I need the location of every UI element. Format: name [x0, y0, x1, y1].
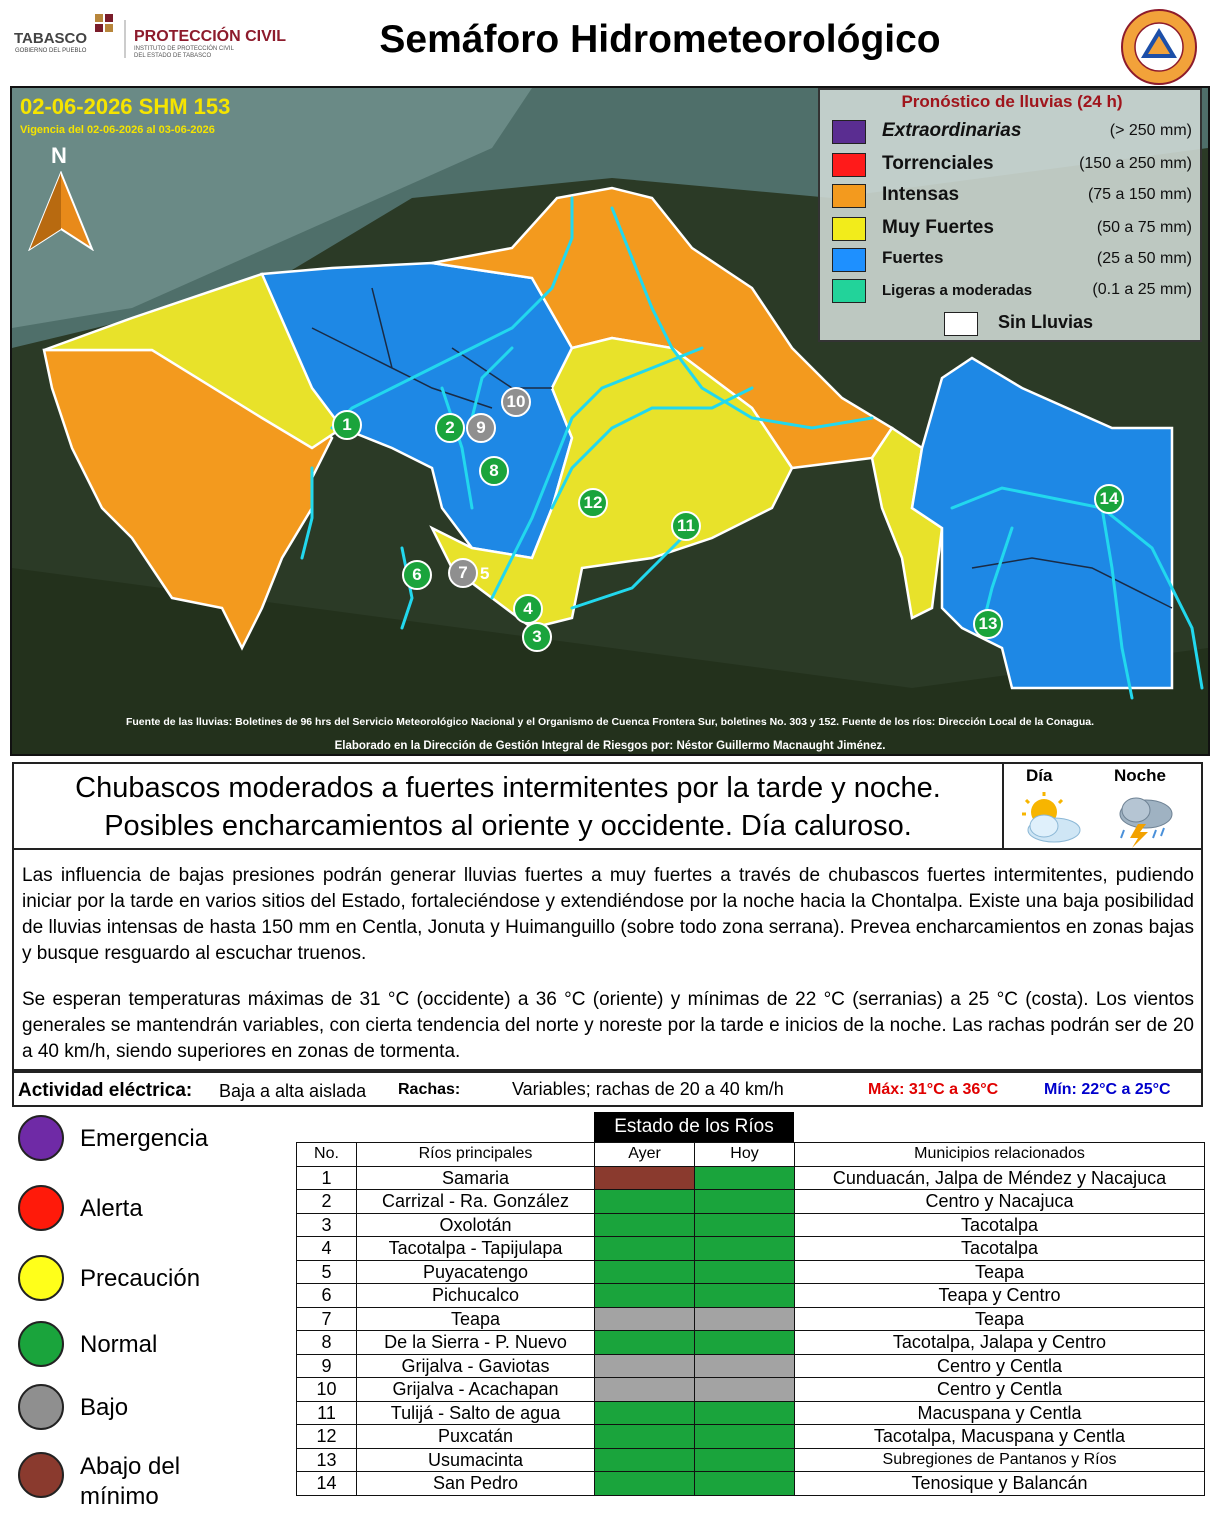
status-yesterday — [595, 1401, 695, 1425]
river-number: 4 — [297, 1237, 357, 1261]
status-label: Alerta — [80, 1195, 143, 1222]
legend-name: Ligeras a moderadas — [882, 282, 1033, 299]
status-legend-item — [18, 1384, 338, 1434]
related-municipalities: Tacotalpa — [795, 1237, 1205, 1261]
status-legend-item — [18, 1115, 338, 1165]
river-name: Samaria — [357, 1166, 595, 1190]
river-number: 14 — [297, 1472, 357, 1496]
river-name: Tulijá - Salto de agua — [357, 1401, 595, 1425]
rivers-table-body — [297, 1143, 1205, 1496]
status-legend-item — [18, 1255, 338, 1305]
station-marker[interactable]: 9 — [466, 413, 496, 443]
column-header: Hoy — [695, 1143, 795, 1167]
related-municipalities: Macuspana y Centla — [795, 1401, 1205, 1425]
status-yesterday — [595, 1448, 695, 1472]
status-yesterday — [595, 1260, 695, 1284]
summary-row — [12, 1071, 1203, 1107]
table-row — [297, 1237, 1205, 1261]
status-label: Emergencia — [80, 1125, 209, 1152]
status-dot — [18, 1255, 64, 1301]
status-yesterday — [595, 1354, 695, 1378]
logo-pc-sub2: DEL ESTADO DE TABASCO — [134, 53, 212, 59]
electric-activity-value: Baja a alta aislada — [219, 1081, 367, 1101]
status-dot — [18, 1185, 64, 1231]
status-yesterday — [595, 1213, 695, 1237]
status-yesterday — [595, 1378, 695, 1402]
status-today — [695, 1331, 795, 1355]
related-municipalities: Teapa y Centro — [795, 1284, 1205, 1308]
legend-range: (75 a 150 mm) — [1087, 186, 1192, 203]
status-today — [695, 1354, 795, 1378]
rain-legend — [818, 88, 1202, 342]
night-label: Noche — [1114, 766, 1166, 785]
legend-item — [832, 246, 1192, 274]
legend-item — [832, 310, 1192, 338]
table-row — [297, 1307, 1205, 1331]
related-municipalities: Tacotalpa, Jalapa y Centro — [795, 1331, 1205, 1355]
river-number: 9 — [297, 1354, 357, 1378]
river-name: Oxolotán — [357, 1213, 595, 1237]
river-name: Pichucalco — [357, 1284, 595, 1308]
status-yesterday — [595, 1166, 695, 1190]
page-title: Semáforo Hidrometeorológico — [379, 18, 941, 61]
legend-name: Torrenciales — [882, 153, 994, 174]
status-legend-item — [18, 1452, 338, 1512]
legend-item — [832, 118, 1192, 146]
river-number: 7 — [297, 1307, 357, 1331]
legend-swatch — [832, 153, 866, 177]
related-municipalities: Tenosique y Balancán — [795, 1472, 1205, 1496]
station-marker[interactable]: 12 — [578, 488, 608, 518]
related-municipalities: Centro y Centla — [795, 1378, 1205, 1402]
legend-swatch — [832, 120, 866, 144]
forecast-paragraph-temperature: Se esperan temperaturas máximas de 31 °C (occidente) a 36 °C (oriente) y mínimas de 22 °C (serranias) a 25 °C (costa). Los vientos generales se mantendrán variables, con cierta tendencia del norte y noreste por la tarde e inicios de la noche. Las rachas podrán ser de 20 a 40 km/h, siendo superiores en zonas de tormenta. — [22, 989, 1194, 1062]
related-municipalities: Tacotalpa, Macuspana y Centla — [795, 1425, 1205, 1449]
seal-icon — [1120, 8, 1198, 86]
table-row — [297, 1472, 1205, 1496]
status-yesterday — [595, 1331, 695, 1355]
logo-pc-sub1: INSTITUTO DE PROTECCIÓN CIVIL — [134, 46, 234, 52]
river-number: 11 — [297, 1401, 357, 1425]
station-marker[interactable]: 1 — [332, 410, 362, 440]
storm-cloud-icon — [1108, 790, 1180, 848]
station-marker[interactable]: 14 — [1094, 484, 1124, 514]
status-legend-item — [18, 1321, 338, 1371]
logo-proteccion-civil: PROTECCIÓN CIVIL — [134, 28, 287, 45]
status-today — [695, 1166, 795, 1190]
status-today — [695, 1448, 795, 1472]
station-marker[interactable]: 2 — [435, 413, 465, 443]
river-name: Tacotalpa - Tapijulapa — [357, 1237, 595, 1261]
column-header: Ríos principales — [357, 1143, 595, 1167]
related-municipalities: Teapa — [795, 1307, 1205, 1331]
legend-swatch — [832, 184, 866, 208]
legend-swatch — [832, 248, 866, 272]
legend-name: Intensas — [882, 184, 960, 205]
government-logo — [12, 12, 302, 62]
river-number: 3 — [297, 1213, 357, 1237]
river-name: San Pedro — [357, 1472, 595, 1496]
status-today — [695, 1284, 795, 1308]
status-today — [695, 1378, 795, 1402]
north-arrow-icon — [26, 171, 96, 251]
legend-name: Extraordinarias — [882, 120, 1022, 141]
gusts-value: Variables; rachas de 20 a 40 km/h — [512, 1079, 784, 1099]
river-name: Grijalva - Acachapan — [357, 1378, 595, 1402]
map-source-note: Fuente de las lluvias: Boletines de 96 hrs del Servicio Meteorológico Nacional y el Organismo de Cuenca Frontera Sur, boletines No. 303 y 152. Fuente de los ríos: Dirección Local de la Conagua. — [125, 716, 1095, 728]
river-name: Usumacinta — [357, 1448, 595, 1472]
legend-item — [832, 151, 1192, 179]
table-row — [297, 1354, 1205, 1378]
river-number: 6 — [297, 1284, 357, 1308]
river-name: De la Sierra - P. Nuevo — [357, 1331, 595, 1355]
station-marker[interactable]: 4 — [513, 594, 543, 624]
station-marker[interactable]: 10 — [501, 387, 531, 417]
day-label: Día — [1026, 766, 1053, 785]
headline-line-1: Chubascos moderados a fuertes intermitentes por la tarde y noche. — [75, 772, 941, 804]
status-today — [695, 1425, 795, 1449]
table-header-row — [297, 1143, 1205, 1167]
legend-range: (> 250 mm) — [1109, 122, 1192, 139]
legend-swatch — [832, 279, 866, 303]
status-label: Abajo del mínimo — [80, 1453, 181, 1510]
legend-swatch — [832, 217, 866, 241]
legend-range: (150 a 250 mm) — [1079, 155, 1192, 172]
max-temperature: Máx: 31°C a 36°C — [868, 1081, 999, 1098]
river-name: Carrizal - Ra. González — [357, 1190, 595, 1214]
logo-tabasco: TABASCO — [14, 30, 88, 47]
table-row — [297, 1378, 1205, 1402]
partly-cloudy-sun-icon — [1014, 790, 1086, 846]
table-row — [297, 1284, 1205, 1308]
rivers-status-title: Estado de los Ríos — [594, 1112, 794, 1142]
status-today — [695, 1260, 795, 1284]
legend-range: (50 a 75 mm) — [1096, 219, 1192, 236]
status-dot — [18, 1115, 64, 1161]
status-yesterday — [595, 1472, 695, 1496]
related-municipalities: Subregiones de Pantanos y Ríos — [795, 1448, 1205, 1472]
legend-title: Pronóstico de lluvias (24 h) — [901, 92, 1123, 111]
status-label: Normal — [80, 1331, 158, 1358]
river-name: Puxcatán — [357, 1425, 595, 1449]
column-header: Municipios relacionados — [795, 1143, 1205, 1167]
north-label: N — [51, 143, 67, 168]
rainfall-forecast-map — [10, 86, 1210, 756]
forecast-paragraph-rain: Las influencia de bajas presiones podrán generar lluvias fuertes a muy fuertes a través de chubascos fuertes intermitentes, pudiendo iniciar por la tarde en varios sitios del Estado, fortaleciéndose y extendiéndose por la noche hacia la Chontalpa. Existe una baja posibilidad de lluvias intensas de hasta 150 mm en Centla, Jonuta y Huimanguillo (sobre todo zona serrana). Prevea encharcamientos en zonas bajas y busque resguardo al escuchar truenos. — [22, 865, 1194, 964]
table-row — [297, 1213, 1205, 1237]
status-today — [695, 1307, 795, 1331]
status-dot — [18, 1321, 64, 1367]
station-marker[interactable]: 8 — [479, 456, 509, 486]
status-dot — [18, 1452, 64, 1498]
river-number: 13 — [297, 1448, 357, 1472]
river-number: 12 — [297, 1425, 357, 1449]
river-name: Grijalva - Gaviotas — [357, 1354, 595, 1378]
table-row — [297, 1425, 1205, 1449]
column-header: Ayer — [595, 1143, 695, 1167]
legend-name: Fuertes — [882, 248, 944, 267]
status-label: Precaución — [80, 1265, 201, 1292]
legend-item — [832, 215, 1192, 243]
status-yesterday — [595, 1190, 695, 1214]
related-municipalities: Centro y Nacajuca — [795, 1190, 1205, 1214]
station-marker[interactable]: 11 — [671, 511, 701, 541]
river-number: 10 — [297, 1378, 357, 1402]
validity-period: Vigencia del 02-06-2026 al 03-06-2026 — [20, 124, 215, 136]
river-name: Teapa — [357, 1307, 595, 1331]
river-number: 8 — [297, 1331, 357, 1355]
table-row — [297, 1331, 1205, 1355]
legend-range: (25 a 50 mm) — [1096, 250, 1192, 267]
map-credit: Elaborado en la Dirección de Gestión Integral de Riesgos por: Néstor Guillermo Macnaught Jiménez. — [334, 740, 886, 752]
status-today — [695, 1190, 795, 1214]
weather-icons-box — [1004, 762, 1203, 850]
related-municipalities: Tacotalpa — [795, 1213, 1205, 1237]
table-row — [297, 1401, 1205, 1425]
north-arrow — [26, 143, 96, 253]
forecast-headline-box — [12, 762, 1004, 850]
river-number: 2 — [297, 1190, 357, 1214]
station-marker[interactable]: 3 — [522, 622, 552, 652]
electric-activity-label: Actividad eléctrica: — [18, 1080, 193, 1101]
status-yesterday — [595, 1307, 695, 1331]
min-temperature: Mín: 22°C a 25°C — [1044, 1081, 1171, 1098]
status-legend-item — [18, 1185, 338, 1235]
logo-tabasco-sub: GOBIERNO DEL PUEBLO — [15, 48, 87, 54]
related-municipalities: Teapa — [795, 1260, 1205, 1284]
station-label: 5 — [480, 564, 490, 583]
status-today — [695, 1472, 795, 1496]
column-header: No. — [297, 1143, 357, 1167]
status-today — [695, 1213, 795, 1237]
legend-range: (0.1 a 25 mm) — [1092, 281, 1192, 298]
gusts-label: Rachas: — [398, 1081, 461, 1098]
status-today — [695, 1401, 795, 1425]
rivers-table — [296, 1142, 1205, 1496]
river-number: 5 — [297, 1260, 357, 1284]
forecast-details-box — [12, 850, 1203, 1071]
table-row — [297, 1260, 1205, 1284]
legend-item — [832, 182, 1192, 210]
station-marker[interactable]: 13 — [973, 609, 1003, 639]
river-number: 1 — [297, 1166, 357, 1190]
station-marker[interactable]: 7 — [448, 558, 478, 588]
status-yesterday — [595, 1284, 695, 1308]
related-municipalities: Centro y Centla — [795, 1354, 1205, 1378]
status-dot — [18, 1384, 64, 1430]
related-municipalities: Cunduacán, Jalpa de Méndez y Nacajuca — [795, 1166, 1205, 1190]
legend-name: Sin Lluvias — [998, 312, 1094, 332]
river-name: Puyacatengo — [357, 1260, 595, 1284]
legend-swatch — [944, 312, 978, 336]
status-yesterday — [595, 1237, 695, 1261]
header — [0, 0, 1215, 84]
status-today — [695, 1237, 795, 1261]
table-row — [297, 1190, 1205, 1214]
table-row — [297, 1166, 1205, 1190]
civil-protection-seal — [1120, 8, 1198, 86]
status-label: Bajo — [80, 1394, 129, 1421]
bulletin-id: 02-06-2026 SHM 153 — [20, 94, 231, 119]
legend-name: Muy Fuertes — [882, 217, 994, 238]
table-row — [297, 1448, 1205, 1472]
legend-item — [832, 277, 1192, 305]
status-yesterday — [595, 1425, 695, 1449]
headline-line-2: Posibles encharcamientos al oriente y occidente. Día caluroso. — [104, 810, 912, 842]
station-marker[interactable]: 6 — [402, 560, 432, 590]
